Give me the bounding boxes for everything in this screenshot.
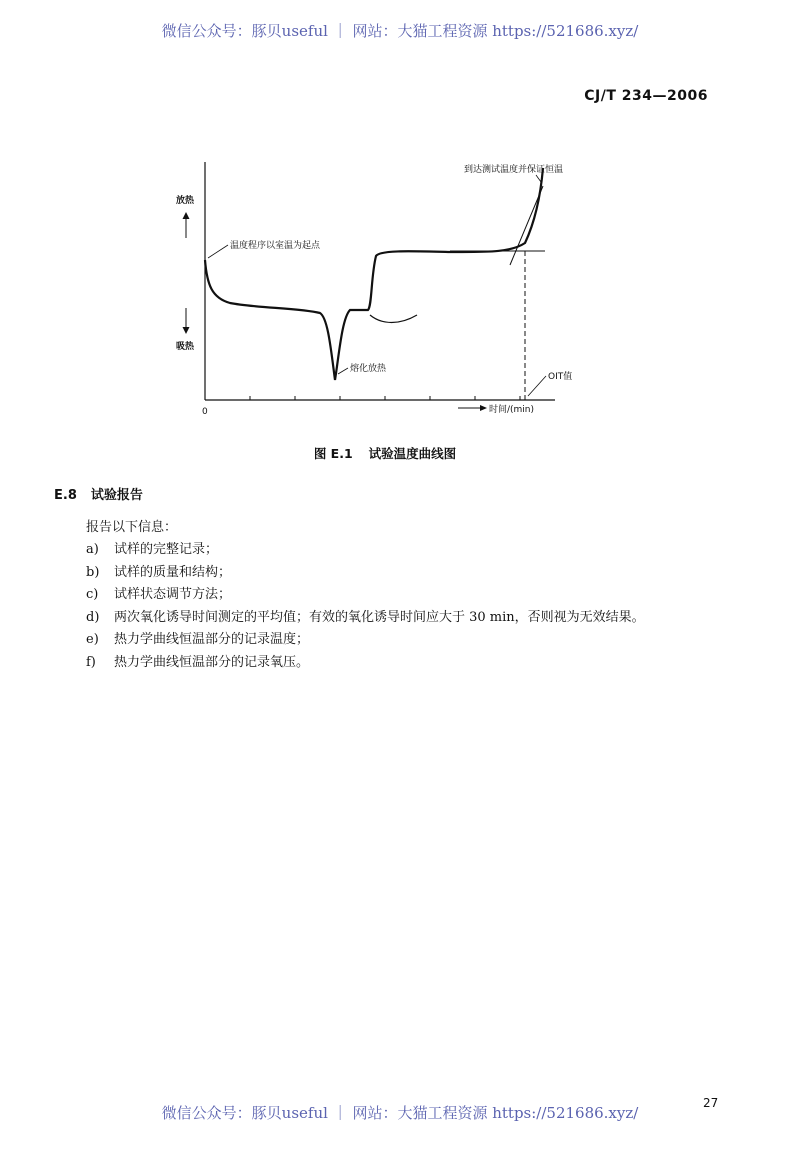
endotherm-label: 吸热 xyxy=(176,342,195,352)
arrow-up-icon xyxy=(183,212,190,238)
arrow-down-icon xyxy=(183,308,190,334)
list-item-label: b) xyxy=(86,564,100,580)
list-item-label: a) xyxy=(86,542,99,557)
section-number: E.8 xyxy=(54,488,77,503)
list-item xyxy=(86,630,645,653)
standard-number: CJ/T 234—2006 xyxy=(584,88,708,104)
time-axis-arrow-icon xyxy=(458,405,487,411)
annotation-reach-temp-leader xyxy=(536,175,541,182)
list-item-label: d) xyxy=(86,609,100,625)
list-item xyxy=(86,585,645,608)
annotation-program-start: 温度程序以室温为起点 xyxy=(230,241,321,251)
figure-caption-title: 试验温度曲线图 xyxy=(368,446,457,461)
origin-label: 0 xyxy=(202,407,208,417)
temperature-curve-figure xyxy=(150,150,610,425)
watermark-top: 微信公众号：豚贝useful ｜ 网站：大猫工程资源 https://521686.xyz/ xyxy=(161,22,639,40)
thermal-curve xyxy=(205,168,543,380)
list-item-label: e) xyxy=(86,632,99,647)
time-axis-label: 时间/(min) xyxy=(489,405,535,415)
list-item xyxy=(86,563,645,586)
list-item-label: f) xyxy=(86,654,96,670)
list-item-text: 试样的完整记录； xyxy=(114,542,219,557)
list-item-text: 热力学曲线恒温部分的记录温度； xyxy=(114,632,310,647)
list-item xyxy=(86,653,645,676)
annotation-melt-peak: 熔化放热 xyxy=(350,364,387,374)
annotation-program-start-leader xyxy=(208,245,228,258)
list-item-text: 两次氧化诱导时间测定的平均值；有效的氧化诱导时间应大于 30 min，否则视为无效结果。 xyxy=(114,609,645,625)
section-intro: 报告以下信息： xyxy=(86,520,178,535)
list-item-text: 试样的质量和结构； xyxy=(114,564,232,580)
annotation-melt-peak-leader xyxy=(338,368,348,374)
figure-caption-number: 图 E.1 xyxy=(313,446,353,461)
annotation-oit: OIT值 xyxy=(548,372,573,382)
page-number: 27 xyxy=(703,1096,719,1110)
list-item-text: 试样状态调节方法； xyxy=(114,587,232,602)
section-heading xyxy=(54,484,143,503)
report-item-list xyxy=(86,540,645,675)
list-item xyxy=(86,540,645,563)
annotation-reach-temp: 到达测试温度并保证恒温 xyxy=(464,165,564,175)
annotation-oit-leader xyxy=(528,376,546,396)
section-title: 试验报告 xyxy=(90,488,143,503)
figure-caption xyxy=(0,444,770,462)
list-item-text: 热力学曲线恒温部分的记录氧压。 xyxy=(114,654,310,670)
list-item xyxy=(86,608,645,631)
shoulder-stroke xyxy=(370,315,417,323)
list-item-label: c) xyxy=(86,587,99,602)
tangent-line xyxy=(510,186,543,265)
watermark-bottom: 微信公众号：豚贝useful ｜ 网站：大猫工程资源 https://521686.xyz/ xyxy=(161,1104,639,1122)
exotherm-label: 放热 xyxy=(176,196,195,206)
